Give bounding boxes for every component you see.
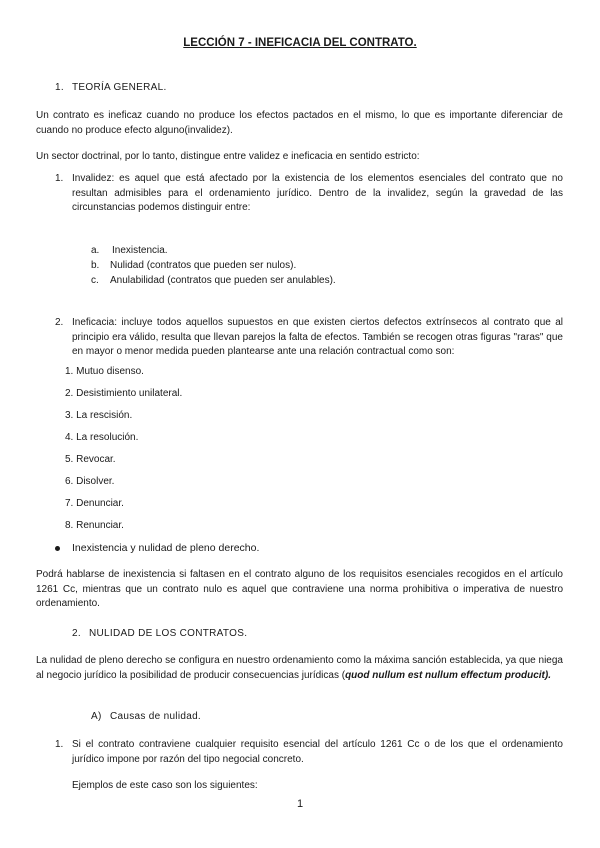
figure-item: 8. Renunciar. [65, 520, 124, 531]
figure-item: 6. Disolver. [65, 476, 115, 487]
distinction-paragraph: Un sector doctrinal, por lo tanto, distingue entre validez e ineficacia en sentido estricto: [36, 151, 420, 162]
subitem-c-letter: c. [91, 275, 99, 286]
subitem-nulidad: Nulidad (contratos que pueden ser nulos). [110, 260, 297, 271]
figure-item: 4. La resolución. [65, 432, 139, 443]
figure-item: 7. Denunciar. [65, 498, 124, 509]
bullet-icon [55, 546, 60, 551]
item-1-number: 1. [55, 173, 64, 184]
page-number: 1 [296, 798, 304, 810]
intro-paragraph: Un contrato es ineficaz cuando no produce los efectos pactados en el mismo, lo que es importante diferenciar de cuando no produce efecto alguno(invalidez). [36, 110, 563, 136]
figure-item: 5. Revocar. [65, 454, 116, 465]
figure-item: 1. Mutuo disenso. [65, 366, 144, 377]
bullet-inexistencia-nulidad: Inexistencia y nulidad de pleno derecho. [72, 542, 260, 554]
nulidad-paragraph [36, 654, 563, 683]
page-title: LECCIÓN 7 - INEFICACIA DEL CONTRATO. [183, 37, 417, 49]
causa-1-item: Si el contrato contraviene cualquier requisito esencial del artículo 1261 Cc o de los que el ordenamiento jurídico impone por razón del tipo negocial concreto. [72, 739, 563, 765]
invalidez-item: Invalidez: es aquel que está afectado por la existencia de los elementos esenciales del contrato que no resultan admisibles para el ordenamiento jurídico. Dentro de la invalidez, según la gravedad de las circunstancias podemos distinguir entre: [72, 173, 563, 213]
ineficacia-item: Ineficacia: incluye todos aquellos supuestos en que existen ciertos defectos extrínsecos al contrato que al principio era válido, resulta que llevan parejos la falta de efectos. También se recogen otras figuras "raras" que en mayor o menor medida pueden plantearse ante una relación contractual como son: [72, 317, 563, 357]
inexistencia-paragraph: Podrá hablarse de inexistencia si faltasen en el contrato alguno de los requisitos esenciales recogidos en el artículo 1261 Cc, mientras que un contrato nulo es aquel que contraviene una norma prohibitiva o imperativa de nuestro ordenamiento. [36, 569, 563, 609]
subitem-anulabilidad: Anulabilidad (contratos que pueden ser anulables). [110, 275, 336, 286]
subitem-a-letter: a. [91, 245, 100, 256]
figure-item: 3. La rescisión. [65, 410, 133, 421]
section-2-number: 2. [72, 628, 81, 639]
subsection-causas-nulidad: Causas de nulidad. [110, 711, 202, 722]
section-2-heading: NULIDAD DE LOS CONTRATOS. [89, 628, 248, 639]
subitem-b-letter: b. [91, 260, 100, 271]
latin-maxim: quod nullum est nullum effectum producit). [345, 669, 551, 681]
subitem-inexistencia: Inexistencia. [112, 245, 168, 256]
section-1-heading: TEORÍA GENERAL. [72, 82, 167, 93]
item-2-number: 2. [55, 317, 64, 328]
figure-item: 2. Desistimiento unilateral. [65, 388, 183, 399]
nulidad-paragraph-text: La nulidad de pleno derecho se configura en nuestro ordenamiento como la máxima sanción establecida, ya que niega al negocio jurídico la posibilidad de producir consecuencias jurídicas ( [36, 655, 563, 681]
causa-1-number: 1. [55, 739, 64, 750]
subsection-a-letter: A) [91, 711, 102, 722]
examples-line: Ejemplos de este caso son los siguientes: [72, 780, 258, 791]
section-1-number: 1. [55, 82, 64, 93]
